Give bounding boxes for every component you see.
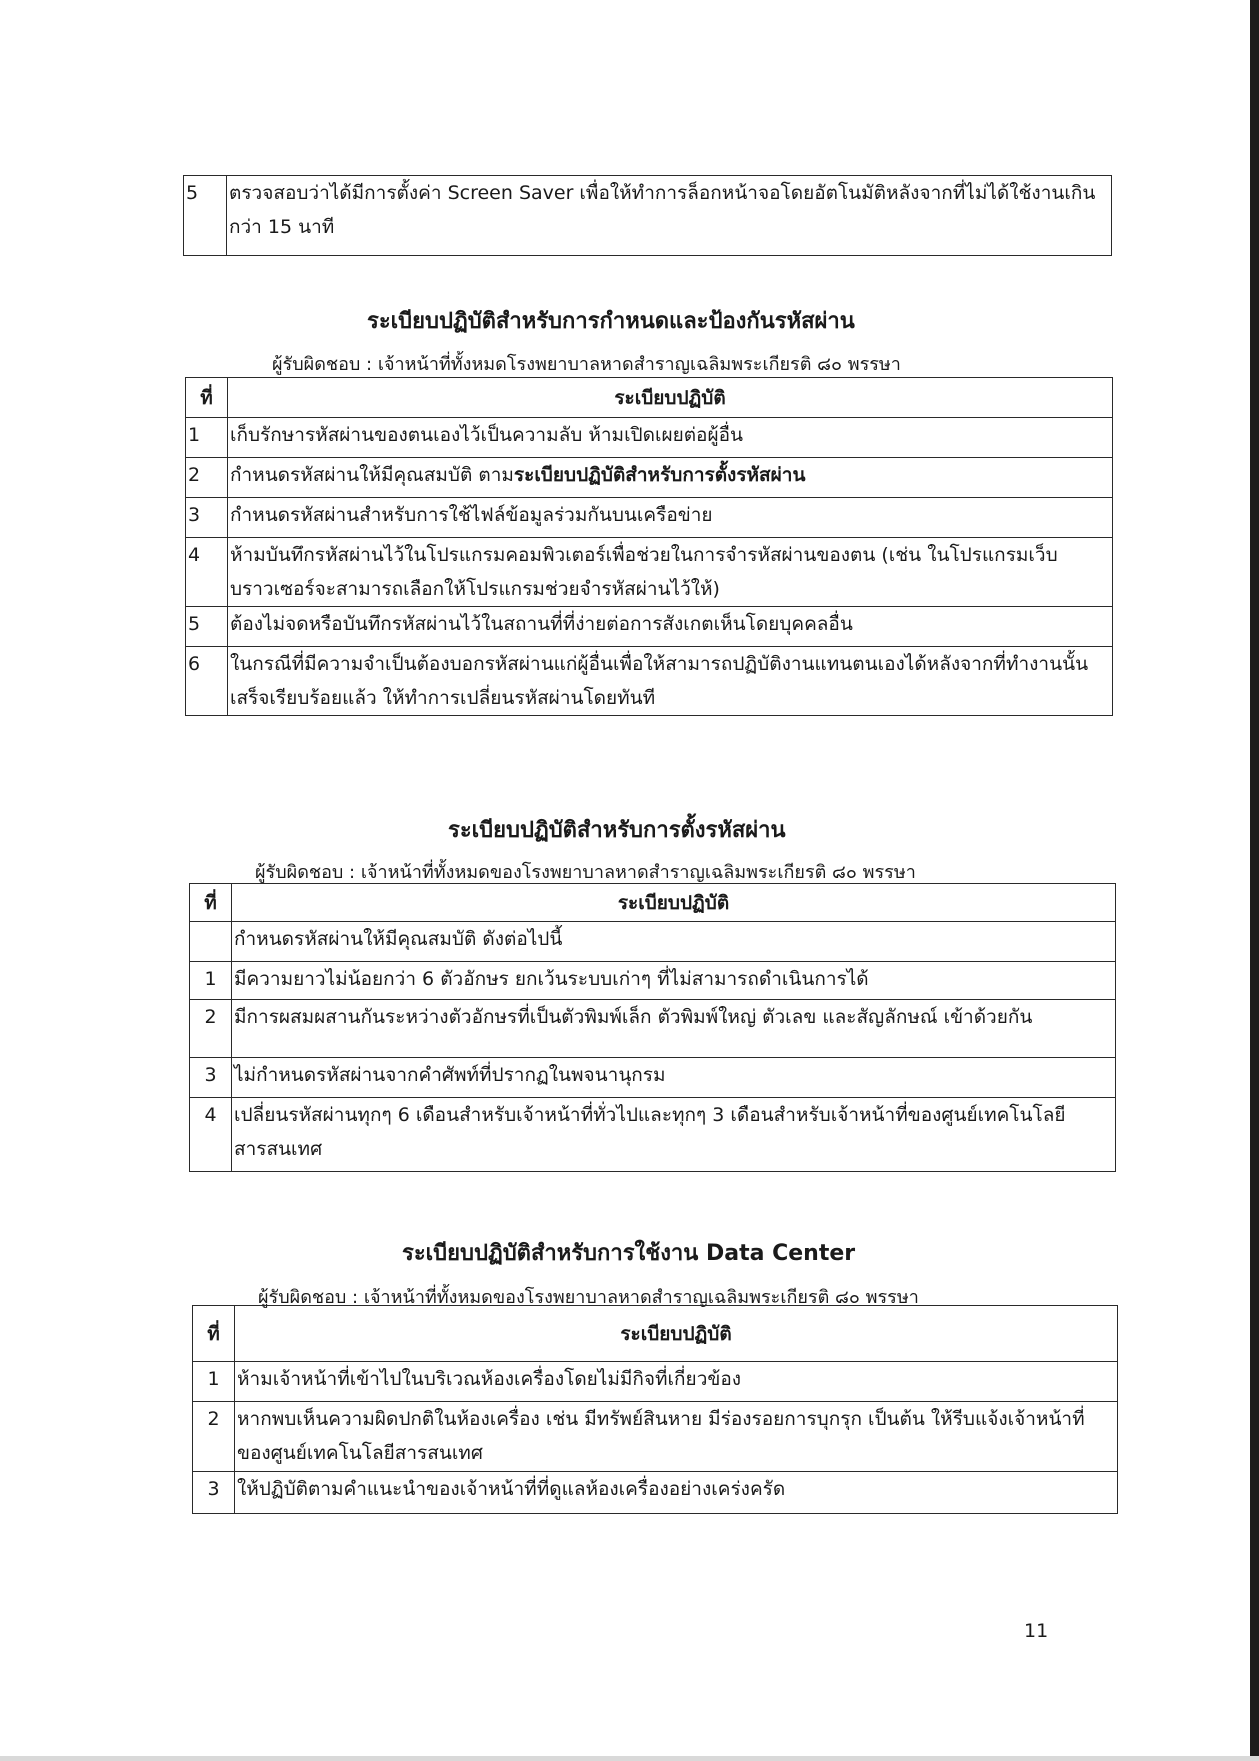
password-protection-table <box>185 377 1113 716</box>
scan-right-edge <box>1250 0 1259 1761</box>
table-row <box>186 498 1113 538</box>
table-row <box>186 418 1113 458</box>
header-rule: ระเบียบปฏิบัติ <box>235 1306 1118 1362</box>
table-row <box>190 1000 1116 1058</box>
rule-text: ห้ามเจ้าหน้าที่เข้าไปในบริเวณห้องเครื่องโดยไม่มีกิจที่เกี่ยวข้อง <box>235 1362 1118 1402</box>
section-title-password-protection: ระเบียบปฏิบัติสำหรับการกำหนดและป้องกันรหัสผ่าน <box>367 309 855 334</box>
rule-text: กำหนดรหัสผ่านสำหรับการใช้ไฟล์ข้อมูลร่วมกันบนเครือข่าย <box>228 498 1113 538</box>
rule-text: กำหนดรหัสผ่านให้มีคุณสมบัติ ดังต่อไปนี้ <box>232 922 1116 962</box>
row-number: 3 <box>193 1472 235 1514</box>
rule-text-reference: ระเบียบปฏิบัติสำหรับการตั้งรหัสผ่าน <box>513 464 806 486</box>
header-number: ที่ <box>186 378 228 418</box>
rule-text: เก็บรักษารหัสผ่านของตนเองไว้เป็นความลับ ห้ามเปิดเผยต่อผู้อื่น <box>228 418 1113 458</box>
row-number: 1 <box>186 418 228 458</box>
rule-text-plain: กำหนดรหัสผ่านให้มีคุณสมบัติ ตาม <box>230 464 514 486</box>
rule-text: ในกรณีที่มีความจำเป็นต้องบอกรหัสผ่านแก่ผู้อื่นเพื่อให้สามารถปฏิบัติงานแทนตนเองได้หลังจากที่ทำงานนั้นเสร็จเรียบร้อยแล้ว ให้ทำการเปลี่ยนรหัสผ่านโดยทันที <box>228 647 1113 716</box>
password-setting-table <box>189 883 1116 1172</box>
responsible-line: ผู้รับผิดชอบ : เจ้าหน้าที่ทั้งหมดของโรงพยาบาลหาดสำราญเฉลิมพระเกียรติ ๘๐ พรรษา <box>258 1287 919 1308</box>
table-header-row <box>193 1306 1118 1362</box>
responsible-line: ผู้รับผิดชอบ : เจ้าหน้าที่ทั้งหมดของโรงพยาบาลหาดสำราญเฉลิมพระเกียรติ ๘๐ พรรษา <box>255 862 916 883</box>
row-number: 2 <box>190 1000 232 1058</box>
row-number: 1 <box>193 1362 235 1402</box>
header-rule: ระเบียบปฏิบัติ <box>228 378 1113 418</box>
rule-text <box>228 458 1113 498</box>
scan-bottom-edge <box>0 1756 1259 1761</box>
table-row <box>184 176 1112 256</box>
table-row <box>193 1402 1118 1472</box>
header-number: ที่ <box>193 1306 235 1362</box>
table-row <box>186 538 1113 607</box>
table-header-row <box>190 884 1116 922</box>
rule-text: ไม่กำหนดรหัสผ่านจากคำศัพท์ที่ปรากฏในพจนานุกรม <box>232 1058 1116 1098</box>
row-number: 2 <box>186 458 228 498</box>
table-row <box>193 1362 1118 1402</box>
row-number: 3 <box>190 1058 232 1098</box>
responsible-line: ผู้รับผิดชอบ : เจ้าหน้าที่ทั้งหมดโรงพยาบาลหาดสำราญเฉลิมพระเกียรติ ๘๐ พรรษา <box>272 354 901 375</box>
row-number: 3 <box>186 498 228 538</box>
row-number: 6 <box>186 647 228 716</box>
table-row <box>190 1098 1116 1172</box>
row-number: 5 <box>186 607 228 647</box>
table-row <box>193 1472 1118 1514</box>
section-title-password-setting: ระเบียบปฏิบัติสำหรับการตั้งรหัสผ่าน <box>448 818 786 843</box>
table-row <box>186 647 1113 716</box>
row-number: 4 <box>190 1098 232 1172</box>
data-center-table <box>192 1305 1118 1514</box>
page-number: 11 <box>1024 1620 1049 1642</box>
table-row <box>190 962 1116 1000</box>
table-row <box>190 1058 1116 1098</box>
rule-text: เปลี่ยนรหัสผ่านทุกๆ 6 เดือนสำหรับเจ้าหน้าที่ทั่วไปและทุกๆ 3 เดือนสำหรับเจ้าหน้าที่ของศูนย์เทคโนโลยีสารสนเทศ <box>232 1098 1116 1172</box>
row-number: 2 <box>193 1402 235 1472</box>
rule-text: หากพบเห็นความผิดปกติในห้องเครื่อง เช่น มีทรัพย์สินหาย มีร่องรอยการบุกรุก เป็นต้น ให้รีบแจ้งเจ้าหน้าที่ของศูนย์เทคโนโลยีสารสนเทศ <box>235 1402 1118 1472</box>
table-row <box>186 458 1113 498</box>
table-header-row <box>186 378 1113 418</box>
rule-text: มีความยาวไม่น้อยกว่า 6 ตัวอักษร ยกเว้นระบบเก่าๆ ที่ไม่สามารถดำเนินการได้ <box>232 962 1116 1000</box>
rule-text: ตรวจสอบว่าได้มีการตั้งค่า Screen Saver เพื่อให้ทำการล็อกหน้าจอโดยอัตโนมัติหลังจากที่ไม่ได้ใช้งานเกินกว่า 15 นาที <box>227 176 1112 256</box>
row-number: 1 <box>190 962 232 1000</box>
rule-text: ห้ามบันทึกรหัสผ่านไว้ในโปรแกรมคอมพิวเตอร์เพื่อช่วยในการจำรหัสผ่านของตน (เช่น ในโปรแกรมเว็บบราวเซอร์จะสามารถเลือกให้โปรแกรมช่วยจำรหัสผ่านไว้ให้) <box>228 538 1113 607</box>
header-number: ที่ <box>190 884 232 922</box>
table-row <box>186 607 1113 647</box>
row-number: 4 <box>186 538 228 607</box>
row-number <box>190 922 232 962</box>
rule-text: ต้องไม่จดหรือบันทึกรหัสผ่านไว้ในสถานที่ที่ง่ายต่อการสังเกตเห็นโดยบุคคลอื่น <box>228 607 1113 647</box>
rule-text: มีการผสมผสานกันระหว่างตัวอักษรที่เป็นตัวพิมพ์เล็ก ตัวพิมพ์ใหญ่ ตัวเลข และสัญลักษณ์ เข้าด้วยกัน <box>232 1000 1116 1058</box>
top-continuation-table <box>183 175 1112 256</box>
header-rule: ระเบียบปฏิบัติ <box>232 884 1116 922</box>
section-title-data-center: ระเบียบปฏิบัติสำหรับการใช้งาน Data Center <box>402 1241 856 1266</box>
rule-text: ให้ปฏิบัติตามคำแนะนำของเจ้าหน้าที่ที่ดูแลห้องเครื่องอย่างเคร่งครัด <box>235 1472 1118 1514</box>
row-number: 5 <box>184 176 227 256</box>
table-row <box>190 922 1116 962</box>
